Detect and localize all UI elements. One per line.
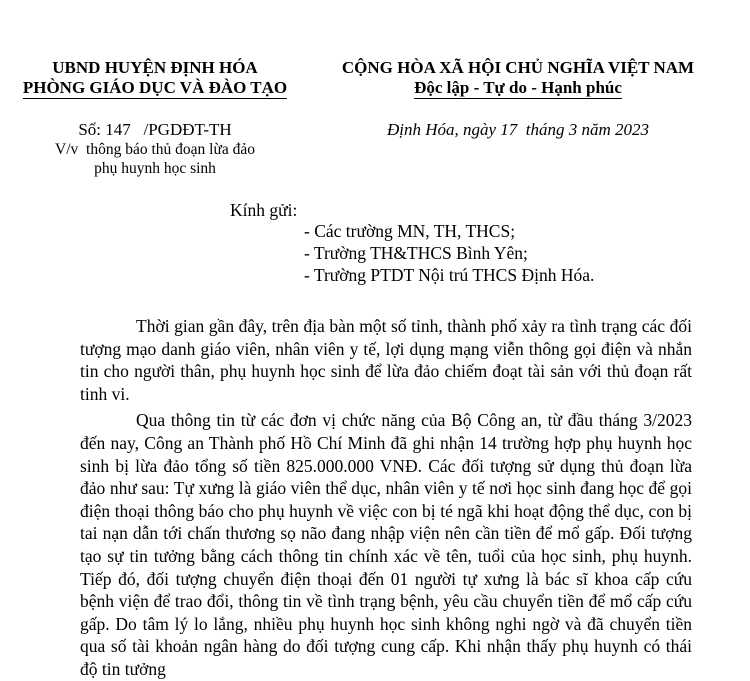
recipient-item: - Các trường MN, TH, THCS; [304, 221, 516, 241]
recipients-label: Kính gửi: [230, 200, 298, 220]
department-name-block [20, 78, 290, 99]
body-paragraph: Thời gian gần đây, trên địa bàn một số tỉnh, thành phố xảy ra tình trạng các đối tượng mạo danh giáo viên, nhân viên y tế, lợi dụng mạng viễn thông gọi điện và nhắn tin cho người thân, phụ huynh học sinh để lừa đảo chiếm đoạt tài sản với thủ đoạn rất tinh vi. [80, 316, 692, 404]
national-motto-block [318, 78, 718, 99]
subject-line-2: phụ huynh học sinh [94, 160, 216, 177]
national-title: CỘNG HÒA XÃ HỘI CHỦ NGHĨA VIỆT NAM [341, 58, 695, 77]
issuing-authority: UBND HUYỆN ĐỊNH HÓA [52, 58, 258, 77]
recipient-item: - Trường TH&THCS Bình Yên; [304, 243, 528, 263]
place-and-date: Định Hóa, ngày 17 tháng 3 năm 2023 [386, 120, 650, 139]
body-paragraph: Qua thông tin từ các đơn vị chức năng của Bộ Công an, từ đầu tháng 3/2023 đến nay, Công an Thành phố Hồ Chí Minh đã ghi nhận 14 trường hợp phụ huynh học sinh bị lừa đảo tổng số tiền 825.000.000 VNĐ. Các đối tượng sử dụng thủ đoạn lừa đảo như sau: Tự xưng là giáo viên thể dục, nhân viên y tế nơi học sinh đang học để gọi điện thoại thông báo cho phụ huynh về việc con bị té ngã khi hoạt động thể dục, con bị tai nạn dẫn tới chấn thương sọ não đang nhập viện nên cần tiền để mổ gấp. Đối tượng tạo sự tin tưởng bằng cách thông tin chính xác về tên, tuổi của học sinh, phụ huynh. Tiếp đó, đối tượng chuyển điện thoại đến 01 người tự xưng là bác sĩ khoa cấp cứu bệnh viện để trao đổi, thông tin về tình trạng bệnh, yêu cầu chuyển tiền để mổ cấp cứu gấp. Do tâm lý lo lắng, nhiều phụ huynh học sinh không nghi ngờ và đã chuyển tiền qua số tài khoản ngân hàng do đối tượng cung cấp. Khi nhận thấy phụ huynh có thái độ tin tưởng [80, 410, 692, 679]
national-motto: Độc lập - Tự do - Hạnh phúc [414, 78, 622, 97]
subject-line-1: V/v thông báo thủ đoạn lừa đảo [55, 141, 255, 158]
document-body [80, 315, 692, 681]
recipient-item: - Trường PTDT Nội trú THCS Định Hóa. [304, 265, 595, 285]
document-number: Số: 147 /PGDĐT-TH [78, 120, 232, 139]
department-name: PHÒNG GIÁO DỤC VÀ ĐÀO TẠO [22, 78, 288, 97]
